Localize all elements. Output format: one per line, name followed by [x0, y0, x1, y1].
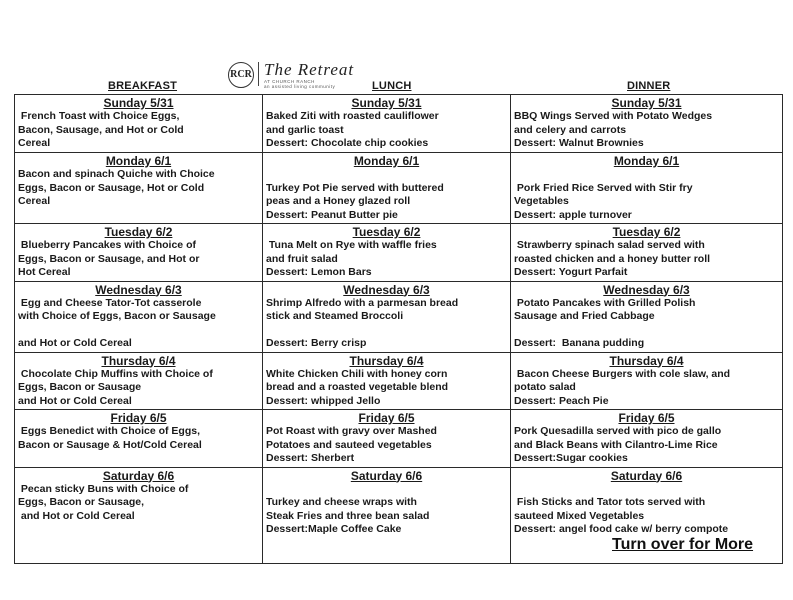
- meal-text: Chocolate Chip Muffins with Choice of Eggs, Bacon or Sausage and Hot or Cold Cereal: [18, 367, 213, 407]
- meal-text: Pot Roast with gravy over Mashed Potatoes and sauteed vegetables Dessert: Sherbert: [266, 425, 437, 464]
- menu-row-friday: [15, 410, 783, 468]
- cell-lunch: [263, 153, 511, 224]
- menu-row-sunday: [15, 95, 783, 153]
- cell-breakfast: [15, 281, 263, 352]
- cell-lunch: [263, 224, 511, 282]
- cell-breakfast: [15, 95, 263, 153]
- cell-lunch: [263, 467, 511, 563]
- cell-breakfast: [15, 352, 263, 410]
- day-label: Monday 6/1: [613, 154, 680, 168]
- day-label: Saturday 6/6: [350, 468, 423, 483]
- meal-text: Bacon and spinach Quiche with Choice Eggs, Bacon or Sausage, Hot or Cold Cereal: [18, 168, 215, 207]
- day-label: Thursday 6/4: [101, 353, 176, 368]
- weekly-menu-table: [14, 94, 783, 564]
- meal-text: Egg and Cheese Tator-Tot casserole with Choice of Eggs, Bacon or Sausage and Hot or Cold Cereal: [18, 296, 216, 349]
- logo-tagline: an assisted living community: [264, 84, 336, 89]
- day-label: Monday 6/1: [105, 154, 172, 168]
- cell-dinner: [511, 410, 783, 468]
- meal-text: Pecan sticky Buns with Choice of Eggs, Bacon or Sausage, and Hot or Cold Cereal: [18, 482, 189, 522]
- cell-lunch: [263, 95, 511, 153]
- day-label: Sunday 5/31: [103, 96, 174, 110]
- cell-breakfast: [15, 467, 263, 563]
- day-label: Friday 6/5: [358, 411, 415, 425]
- logo-name: The Retreat: [264, 60, 355, 79]
- meal-text: Strawberry spinach salad served with roasted chicken and a honey butter roll Dessert: Yogurt Parfait: [514, 239, 711, 278]
- menu-row-monday: [15, 153, 783, 224]
- day-label: Thursday 6/4: [609, 353, 684, 368]
- cell-lunch: [263, 410, 511, 468]
- cell-dinner: [511, 153, 783, 224]
- logo-sub: [264, 79, 335, 89]
- meal-text: Turkey Pot Pie served with buttered peas and a Honey glazed roll Dessert: Peanut Butter pie: [266, 181, 444, 221]
- day-label: Wednesday 6/3: [95, 282, 182, 297]
- meal-text: French Toast with Choice Eggs, Bacon, Sausage, and Hot or Cold Cereal: [18, 110, 184, 149]
- meal-text: Pork Quesadilla served with pico de gallo and Black Beans with Cilantro-Lime Rice Dessert:Sugar cookies: [514, 425, 722, 464]
- meal-text: Fish Sticks and Tator tots served with sauteed Mixed Vegetables Dessert: angel food cake w/ berry compote: [514, 496, 729, 535]
- meal-text: Shrimp Alfredo with a parmesan bread stick and Steamed Broccoli Dessert: Berry crisp: [266, 296, 459, 349]
- meal-text: Turkey and cheese wraps with Steak Fries and three bean salad Dessert:Maple Coffee Cake: [266, 496, 430, 535]
- turn-over-note: Turn over for More: [612, 536, 754, 553]
- meal-text: Baked Ziti with roasted cauliflower and garlic toast Dessert: Chocolate chip cookies: [266, 110, 439, 149]
- day-label: Tuesday 6/2: [104, 225, 173, 239]
- cell-lunch: [263, 281, 511, 352]
- cell-breakfast: [15, 410, 263, 468]
- day-label: Monday 6/1: [353, 154, 420, 168]
- day-label: Tuesday 6/2: [612, 225, 681, 239]
- day-label: Friday 6/5: [110, 411, 167, 425]
- day-label: Saturday 6/6: [610, 468, 683, 483]
- cell-dinner: [511, 224, 783, 282]
- day-label: Tuesday 6/2: [352, 225, 421, 239]
- retreat-logo: [228, 60, 368, 90]
- menu-row-thursday: [15, 352, 783, 410]
- cell-dinner: [511, 352, 783, 410]
- meal-text: BBQ Wings Served with Potato Wedges and celery and carrots Dessert: Walnut Brownies: [514, 110, 713, 149]
- cell-dinner: [511, 281, 783, 352]
- menu-row-wednesday: [15, 281, 783, 352]
- day-label: Thursday 6/4: [349, 353, 424, 368]
- meal-text: Blueberry Pancakes with Choice of Eggs, Bacon or Sausage, and Hot or Hot Cereal: [18, 239, 200, 278]
- cell-breakfast: [15, 224, 263, 282]
- column-header-dinner: DINNER: [627, 80, 671, 92]
- day-label: Sunday 5/31: [611, 96, 682, 110]
- cell-dinner: [511, 95, 783, 153]
- column-header-lunch: LUNCH: [372, 80, 412, 92]
- logo-initials: RCR: [228, 62, 254, 88]
- meal-text: Eggs Benedict with Choice of Eggs, Bacon or Sausage & Hot/Cold Cereal: [18, 425, 202, 451]
- menu-row-tuesday: [15, 224, 783, 282]
- meal-text: Potato Pancakes with Grilled Polish Sausage and Fried Cabbage Dessert: Banana pudding: [514, 296, 696, 349]
- cell-breakfast: [15, 153, 263, 224]
- logo-subtitle: AT CHURCH RANCH: [264, 79, 315, 84]
- logo-divider: [258, 62, 259, 86]
- meal-text: Tuna Melt on Rye with waffle fries and fruit salad Dessert: Lemon Bars: [266, 239, 437, 278]
- day-label: Wednesday 6/3: [603, 282, 690, 297]
- day-label: Friday 6/5: [618, 411, 675, 425]
- day-label: Saturday 6/6: [102, 468, 175, 483]
- day-label: Wednesday 6/3: [343, 282, 430, 297]
- column-header-breakfast: BREAKFAST: [108, 80, 178, 92]
- meal-text: Bacon Cheese Burgers with cole slaw, and potato salad Dessert: Peach Pie: [514, 367, 731, 407]
- meal-text: White Chicken Chili with honey corn bread and a roasted vegetable blend Dessert: whipped Jello: [266, 367, 449, 407]
- cell-lunch: [263, 352, 511, 410]
- day-label: Sunday 5/31: [351, 96, 422, 110]
- meal-text: Pork Fried Rice Served with Stir fry Vegetables Dessert: apple turnover: [514, 181, 693, 221]
